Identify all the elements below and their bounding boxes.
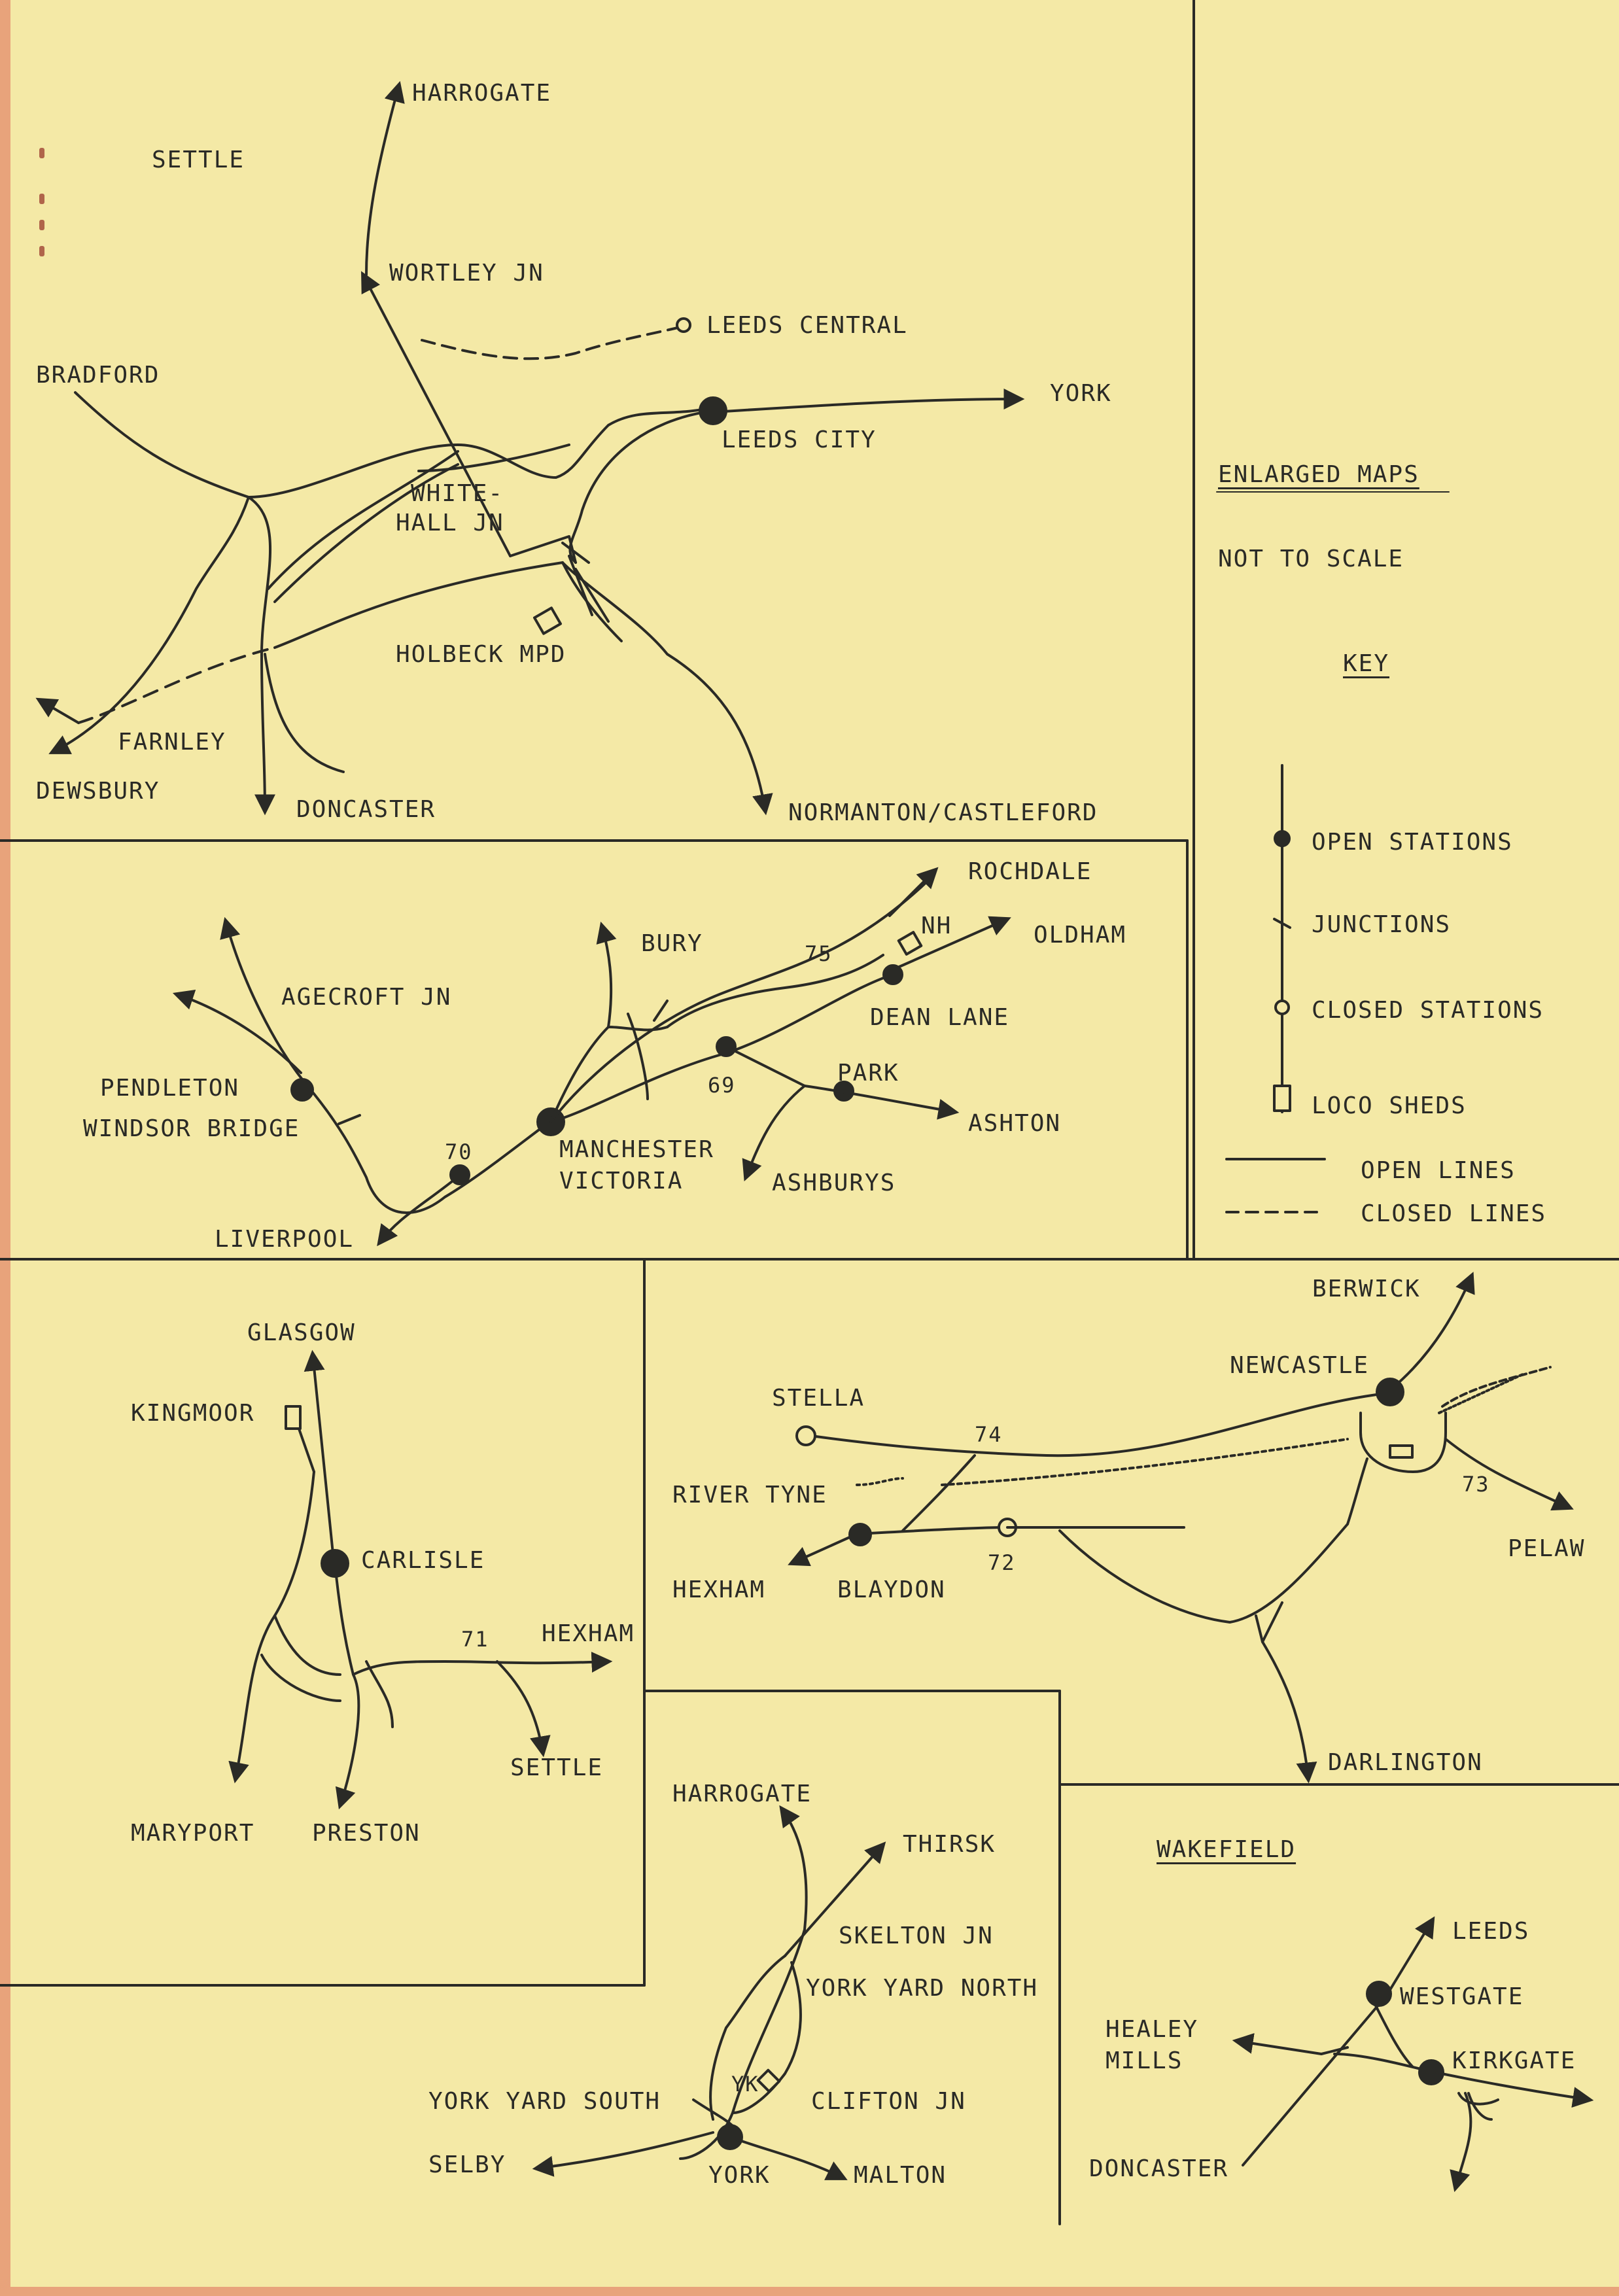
key-title-enlarged: ENLARGED MAPS xyxy=(1218,461,1419,488)
label-newcastle: NEWCASTLE xyxy=(1230,1352,1370,1379)
label-wakefield-title: WAKEFIELD xyxy=(1157,1836,1297,1863)
label-junction-70: 70 xyxy=(445,1139,473,1164)
label-leeds-wakefield: LEEDS xyxy=(1452,1918,1530,1945)
label-glasgow: GLASGOW xyxy=(247,1319,356,1346)
loco-shed-icon xyxy=(1274,1086,1290,1111)
label-whitehall-2: HALL JN xyxy=(396,510,504,536)
label-darlington: DARLINGTON xyxy=(1328,1749,1483,1776)
label-hexham-carlisle: HEXHAM xyxy=(542,1620,635,1647)
label-westgate: WESTGATE xyxy=(1400,1983,1524,2010)
label-kingmoor: KINGMOOR xyxy=(131,1400,255,1427)
carlisle-map xyxy=(235,1354,608,1805)
label-junction-74: 74 xyxy=(975,1422,1003,1447)
label-selby: SELBY xyxy=(428,2151,506,2178)
label-holbeck-mpd: HOLBECK MPD xyxy=(396,641,566,668)
label-windsor-bridge: WINDSOR BRIDGE xyxy=(83,1115,300,1142)
key-closed-stations: CLOSED STATIONS xyxy=(1312,997,1544,1024)
label-yk: YK xyxy=(731,2072,759,2096)
key-open-lines: OPEN LINES xyxy=(1361,1157,1516,1184)
key-loco-sheds: LOCO SHEDS xyxy=(1312,1092,1467,1119)
newcastle-map xyxy=(792,1276,1570,1779)
label-maryport: MARYPORT xyxy=(131,1820,255,1847)
open-station-icon xyxy=(1275,831,1289,846)
label-berwick: BERWICK xyxy=(1312,1276,1421,1302)
label-bradford: BRADFORD xyxy=(36,362,160,389)
label-agecroft-jn: AGECROFT JN xyxy=(281,984,452,1011)
label-leeds-city: LEEDS CITY xyxy=(722,426,877,453)
label-victoria: VICTORIA xyxy=(559,1168,684,1194)
label-normanton-castleford: NORMANTON/CASTLEFORD xyxy=(788,799,1098,826)
label-settle: SETTLE xyxy=(152,147,245,173)
label-clifton-jn: CLIFTON JN xyxy=(811,2088,966,2115)
key-closed-lines: CLOSED LINES xyxy=(1361,1200,1547,1227)
label-pendleton: PENDLETON xyxy=(100,1075,240,1102)
closed-station-icon xyxy=(1276,1001,1289,1014)
label-leeds-central: LEEDS CENTRAL xyxy=(706,312,908,339)
label-junction-72: 72 xyxy=(988,1550,1016,1575)
label-dewsbury: DEWSBURY xyxy=(36,778,160,805)
label-doncaster: DONCASTER xyxy=(296,796,436,823)
label-bury: BURY xyxy=(641,930,703,957)
label-ashton: ASHTON xyxy=(968,1110,1062,1137)
label-carlisle: CARLISLE xyxy=(361,1547,485,1574)
label-york-yard-south: YORK YARD SOUTH xyxy=(428,2088,661,2115)
key-subtitle: NOT TO SCALE xyxy=(1218,546,1404,572)
label-whitehall-1: WHITE- xyxy=(411,480,504,507)
label-farnley: FARNLEY xyxy=(118,729,226,756)
label-settle-carlisle: SETTLE xyxy=(510,1754,604,1781)
label-junction-75: 75 xyxy=(805,941,833,966)
label-malton: MALTON xyxy=(854,2162,947,2189)
label-preston: PRESTON xyxy=(312,1820,421,1847)
label-healey: HEALEY xyxy=(1105,2016,1199,2043)
label-skelton-jn: SKELTON JN xyxy=(839,1922,994,1949)
label-junction-73: 73 xyxy=(1462,1472,1490,1497)
label-junction-69: 69 xyxy=(708,1073,736,1098)
label-york-station: YORK xyxy=(708,2162,771,2189)
label-junction-71: 71 xyxy=(461,1627,489,1652)
label-blaydon: BLAYDON xyxy=(837,1576,946,1603)
key-open-stations: OPEN STATIONS xyxy=(1312,829,1513,856)
label-kirkgate: KIRKGATE xyxy=(1452,2047,1576,2074)
label-park: PARK xyxy=(837,1060,899,1087)
label-mills: MILLS xyxy=(1105,2047,1183,2074)
label-hexham-newcastle: HEXHAM xyxy=(672,1576,766,1603)
label-thirsk: THIRSK xyxy=(903,1831,996,1858)
label-pelaw: PELAW xyxy=(1508,1535,1586,1562)
label-dean-lane: DEAN LANE xyxy=(870,1004,1010,1031)
label-oldham: OLDHAM xyxy=(1034,922,1127,948)
label-ashburys: ASHBURYS xyxy=(772,1170,896,1196)
label-york-yard-north: YORK YARD NORTH xyxy=(806,1975,1039,2002)
label-nh: NH xyxy=(921,913,952,939)
label-york: YORK xyxy=(1050,380,1112,407)
label-stella: STELLA xyxy=(772,1385,865,1412)
label-harrogate: HARROGATE xyxy=(412,80,552,107)
key-heading: KEY xyxy=(1343,650,1390,677)
label-manchester: MANCHESTER xyxy=(559,1136,714,1163)
label-river-tyne: RIVER TYNE xyxy=(672,1482,827,1508)
label-liverpool: LIVERPOOL xyxy=(215,1226,355,1253)
label-doncaster-wakefield: DONCASTER xyxy=(1089,2155,1229,2182)
label-rochdale: ROCHDALE xyxy=(968,858,1092,885)
label-wortley-jn: WORTLEY JN xyxy=(389,260,544,287)
key-junctions: JUNCTIONS xyxy=(1312,911,1452,938)
label-harrogate-york: HARROGATE xyxy=(672,1781,812,1807)
